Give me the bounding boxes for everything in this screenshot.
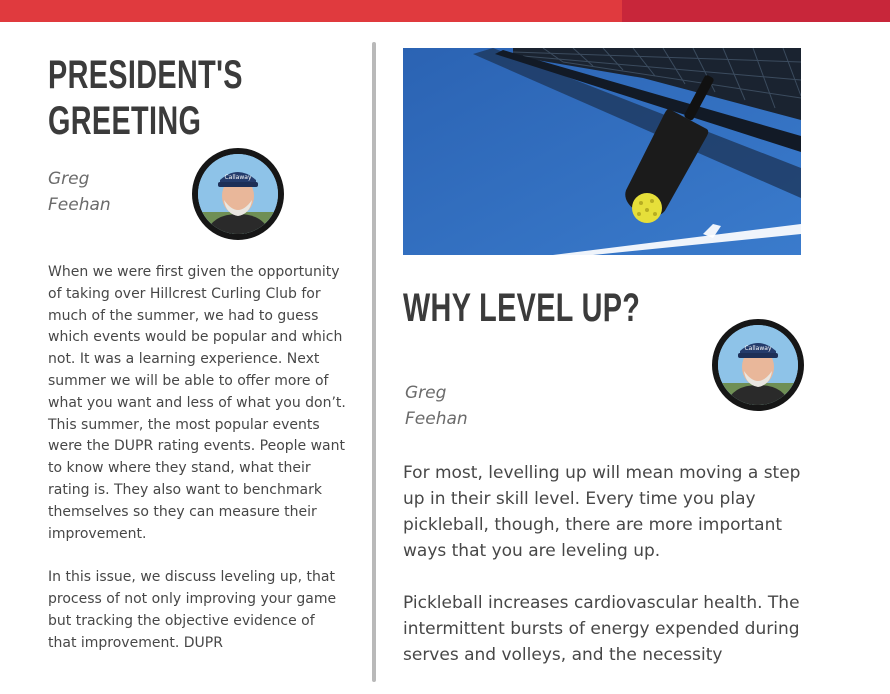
pickleball-photo: [403, 48, 801, 255]
svg-text:Callaway: Callaway: [224, 174, 252, 181]
greeting-body: [48, 262, 346, 676]
column-divider: [372, 42, 376, 682]
top-color-bar: [0, 0, 890, 22]
svg-text:Callaway: Callaway: [744, 345, 772, 352]
greeting-paragraph-2: In this issue, we discuss leveling up, that process of not only improving your game but tracking the objective evidence of that improvement. DUPR: [48, 569, 337, 651]
why-level-up-title: WHY LEVEL UP?: [403, 286, 641, 330]
title-line-1: PRESIDENT'S: [48, 53, 243, 97]
author-byline: [48, 166, 138, 218]
top-bar-left-segment: [0, 0, 622, 22]
author-first-name: Greg: [405, 383, 447, 403]
greeting-paragraph-1: When we were first given the opportunity of taking over Hillcrest Curling Club for much of the summer, we had to guess which events would be popular and which not. It was a learning experience. Next summer we will be able to offer more of what you want and less of what you don’t. This summer, the most popular events were the DUPR rating events. People want to know where they stand, what their rating is. They also want to benchmark themselves so they can measure their improvement.: [48, 264, 346, 542]
author-first-name: Greg: [48, 169, 90, 189]
author-byline: [405, 380, 495, 432]
author-portrait-icon: [198, 154, 278, 234]
level-up-paragraph-2: Pickleball increases cardiovascular health. The intermittent bursts of energy expended during serves and volleys, and the necessity: [403, 593, 800, 665]
level-up-body: [403, 460, 803, 694]
pickleball-paddle-and-ball-photo-icon: [403, 48, 801, 255]
author-avatar: [712, 319, 804, 411]
presidents-greeting-title: [48, 52, 243, 144]
top-bar-right-segment: [622, 0, 890, 22]
author-last-name: Feehan: [48, 195, 111, 215]
author-portrait-icon: [718, 325, 798, 405]
title-line-2: GREETING: [48, 99, 202, 143]
level-up-paragraph-1: For most, levelling up will mean moving a step up in their skill level. Every time you play pickleball, though, there are more important ways that you are leveling up.: [403, 463, 801, 561]
author-last-name: Feehan: [405, 409, 468, 429]
author-avatar: [192, 148, 284, 240]
